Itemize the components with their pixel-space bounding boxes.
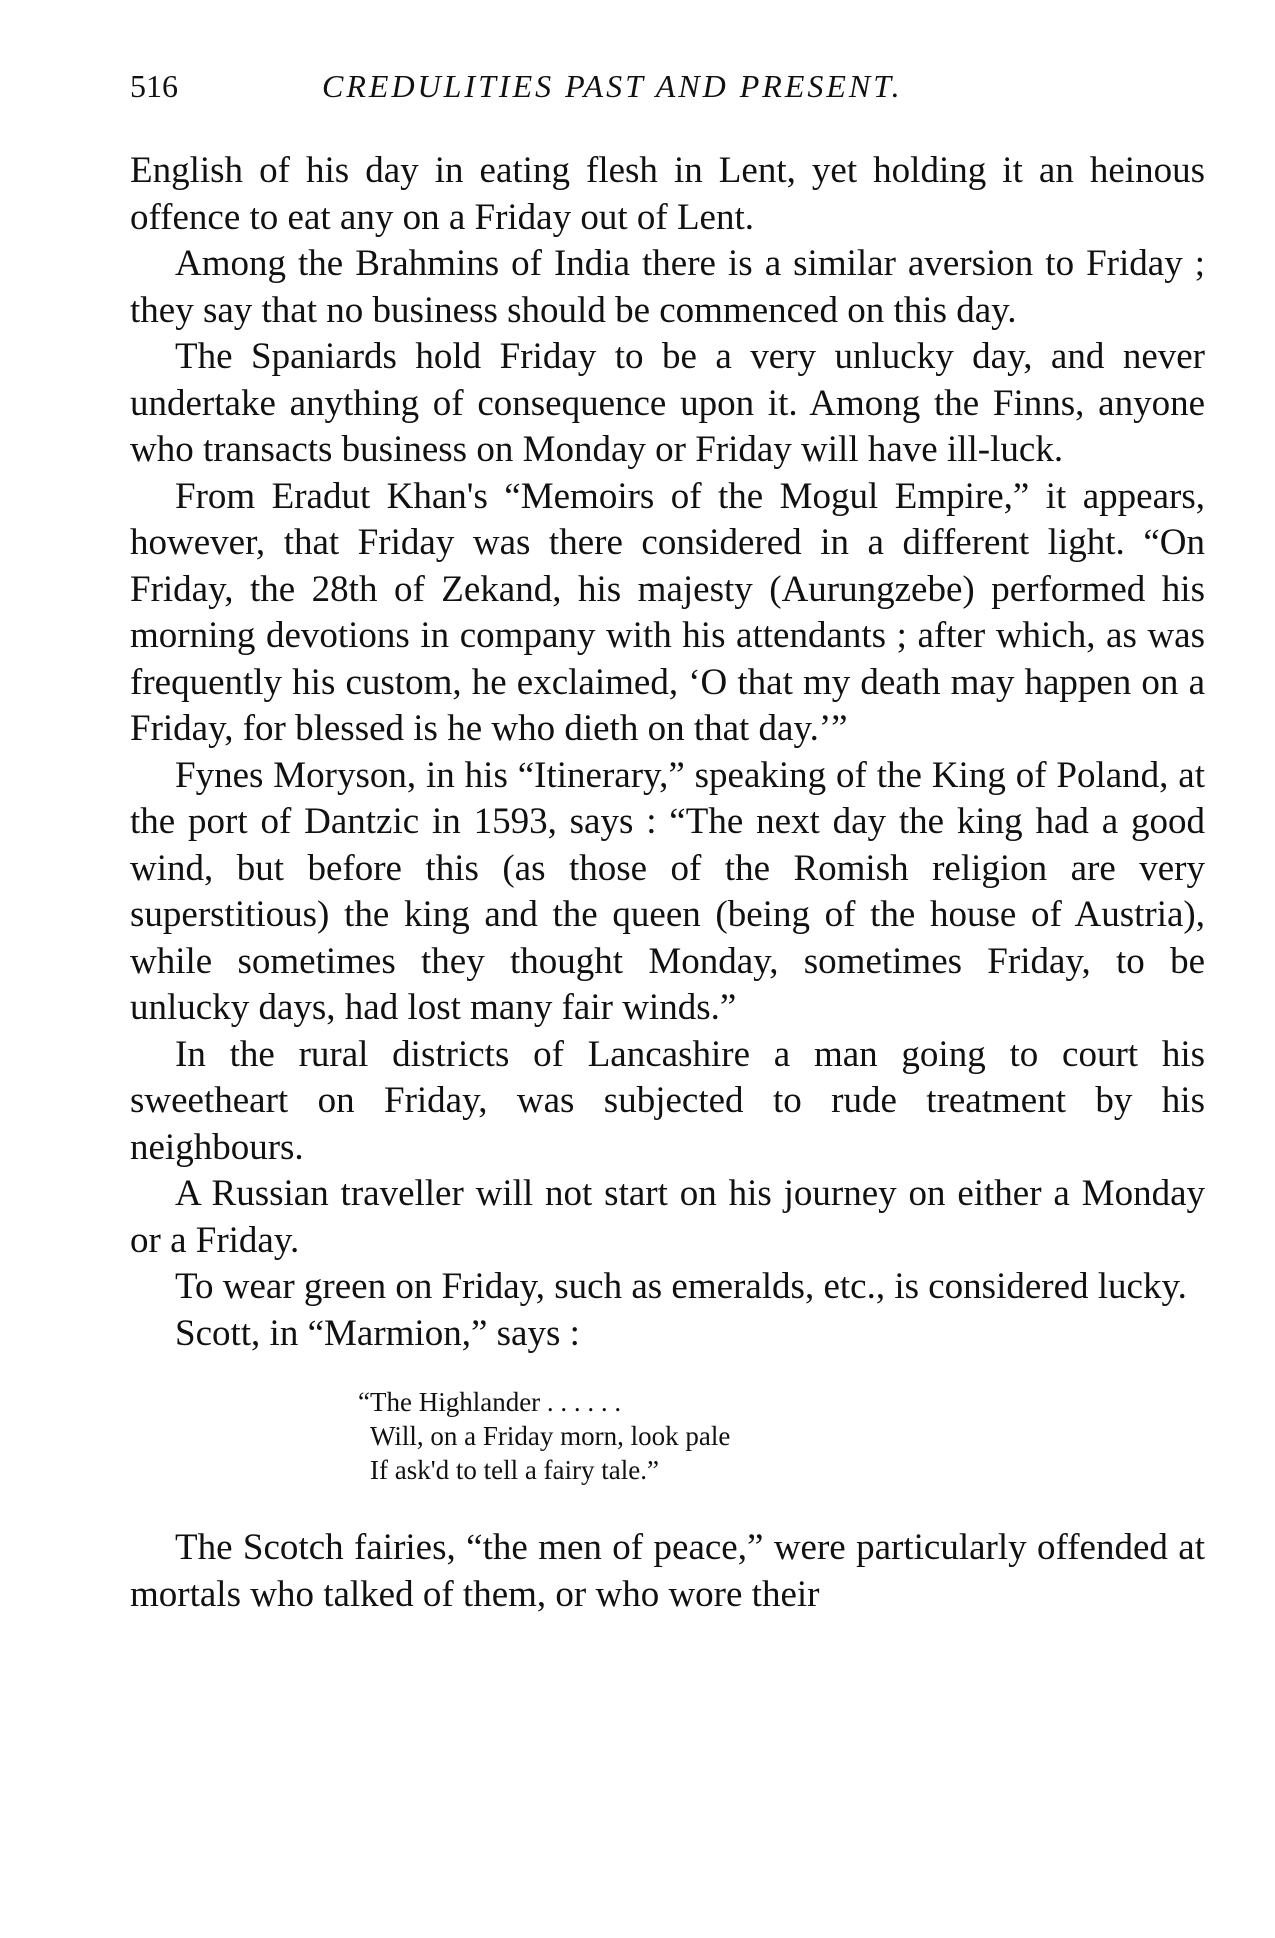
paragraph-lancashire: In the rural districts of Lancashire a man going to court his sweetheart on Friday, was subjected to rude treatment by his neighbours.	[130, 1033, 1205, 1168]
verse-line: Will, on a Friday morn, look pale	[370, 1421, 731, 1451]
body-text	[130, 148, 1205, 1618]
page-header	[130, 60, 1205, 116]
paragraph-lent: English of his day in eating flesh in Lent, yet holding it an heinous offence to eat any on a Friday out of Lent.	[130, 150, 1205, 238]
paragraph-fynes-moryson: Fynes Moryson, in his “Itinerary,” speaking of the King of Poland, at the port of Dantzic in 1593, says : “The next day the king had a good wind, but before this (as those of the Romish religion are very superstitious) the king and the queen (being of the house of Austria), while sometimes they thought Monday, sometimes Friday, to be unlucky days, had lost many fair winds.”	[130, 754, 1205, 1028]
verse-quote	[358, 1385, 1205, 1487]
paragraph-russian-traveller: A Russian traveller will not start on his journey on either a Monday or a Friday.	[130, 1173, 1205, 1261]
running-title: CREDULITIES PAST AND PRESENT.	[322, 68, 903, 104]
verse-line: “The Highlander . . . . . .	[358, 1387, 622, 1417]
paragraph-scotch-fairies: The Scotch fairies, “the men of peace,” were particularly offended at mortals who talked of them, or who wore their	[130, 1527, 1205, 1615]
verse-line: If ask'd to tell a fairy tale.”	[370, 1455, 659, 1485]
paragraph-eradut-khan: From Eradut Khan's “Memoirs of the Mogul Empire,” it appears, however, that Friday was there considered in a different light. “On Friday, the 28th of Zekand, his majesty (Aurungzebe) performed his morning devotions in company with his attendants ; after which, as was frequently his custom, he exclaimed, ‘O that my death may happen on a Friday, for blessed is he who dieth on that day.’”	[130, 475, 1205, 749]
book-page	[130, 60, 1205, 1618]
paragraph-scott: Scott, in “Marmion,” says :	[175, 1312, 580, 1354]
page-number: 516	[130, 68, 178, 104]
paragraph-green: To wear green on Friday, such as emeralds, etc., is considered lucky.	[175, 1266, 1187, 1307]
paragraph-spaniards: The Spaniards hold Friday to be a very unlucky day, and never undertake anything of consequence upon it. Among the Finns, anyone who transacts business on Monday or Friday will have ill-luck.	[130, 336, 1205, 470]
paragraph-brahmins: Among the Brahmins of India there is a similar aversion to Friday ; they say that no business should be commenced on this day.	[130, 243, 1205, 331]
